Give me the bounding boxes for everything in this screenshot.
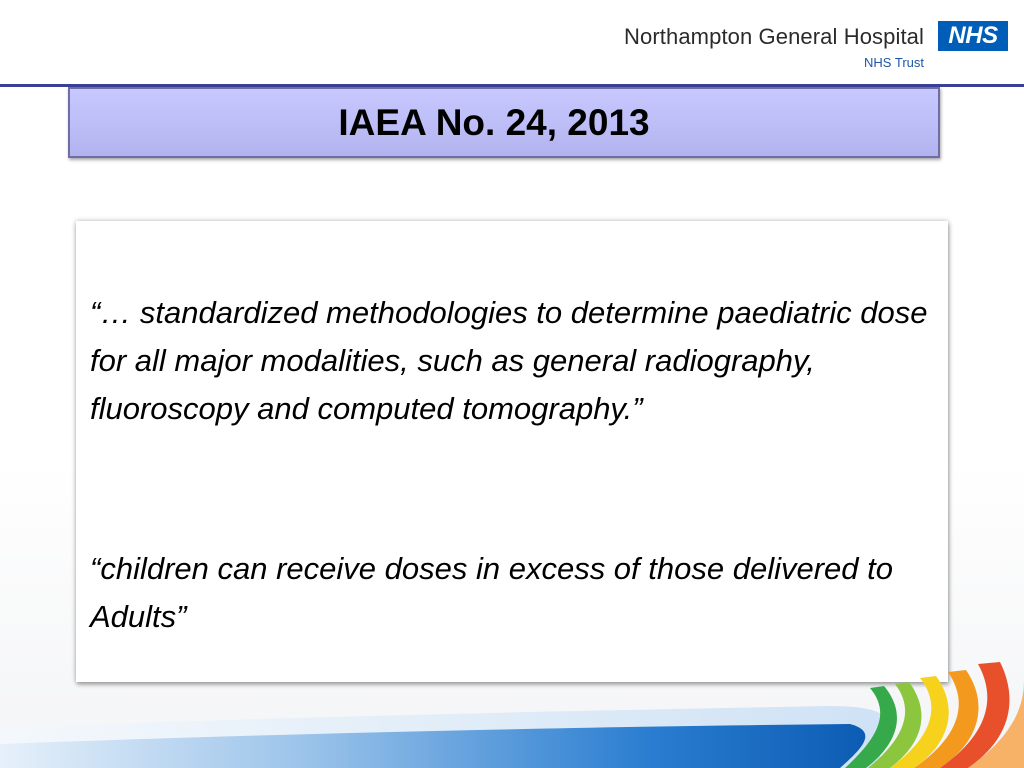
slide-title: IAEA No. 24, 2013 (338, 102, 650, 143)
organization-subtitle: NHS Trust (864, 55, 924, 70)
nhs-logo: NHS (938, 21, 1008, 51)
header-bar (0, 0, 1024, 84)
quote-card (76, 221, 948, 682)
organization-name: Northampton General Hospital (624, 24, 924, 49)
quote-text: “children can receive doses in excess of those delivered to Adults” (90, 551, 893, 634)
title-banner (68, 87, 940, 158)
quote-text: “… standardized methodologies to determine paediatric dose for all major modalities, such as general radiography, fluoroscopy and computed tomography.” (90, 295, 928, 426)
decorative-swoosh (0, 640, 1024, 768)
